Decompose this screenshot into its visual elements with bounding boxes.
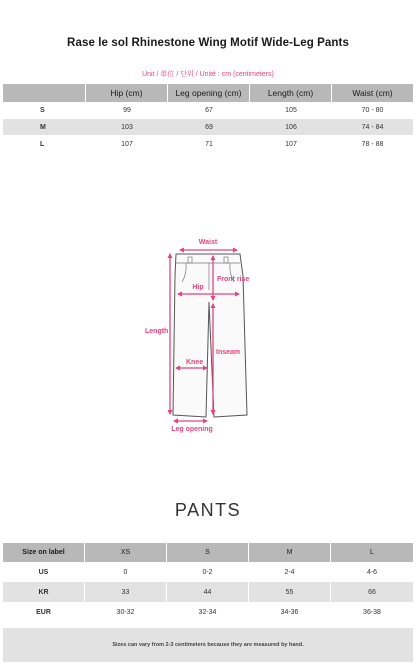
front-rise-label: Front rise <box>217 276 250 283</box>
table-cell: 67 <box>168 102 250 119</box>
table-cell: 70 - 80 <box>332 102 413 119</box>
table-cell: 103 <box>86 119 168 136</box>
conv-header-size-on-label: Size on label <box>3 543 85 562</box>
table-cell: 30-32 <box>85 602 167 622</box>
size-header-blank <box>3 84 86 102</box>
table-cell: 0-2 <box>167 562 249 582</box>
inseam-label: Inseam <box>216 349 241 356</box>
section-heading: PANTS <box>174 500 242 520</box>
table-row <box>3 602 413 622</box>
conv-header-m: M <box>249 543 331 562</box>
table-cell: 107 <box>86 136 168 153</box>
size-label: L <box>3 136 86 153</box>
leg-opening-label: Leg opening <box>171 426 213 433</box>
table-row <box>3 119 413 136</box>
conv-header-xs: XS <box>85 543 167 562</box>
footnote-text: Sizes can vary from 2-3 centimeters because they are measured by hand. <box>112 642 304 648</box>
size-conversion-table <box>3 543 413 622</box>
table-row <box>3 102 413 119</box>
table-row <box>3 562 413 582</box>
table-cell: 0 <box>85 562 167 582</box>
length-label: Length <box>145 328 169 335</box>
size-table-header <box>3 84 413 102</box>
conversion-table-header <box>3 543 413 562</box>
knee-label: Knee <box>186 359 204 366</box>
table-row <box>3 582 413 602</box>
table-cell: 4-6 <box>366 568 378 576</box>
table-cell: 34-36 <box>249 602 331 622</box>
table-cell: 36-38 <box>363 608 381 616</box>
table-cell: 105 <box>250 102 332 119</box>
region-label: EUR <box>3 602 85 622</box>
table-cell: 2-4 <box>249 562 331 582</box>
table-cell: 32-34 <box>167 602 249 622</box>
pants-measurement-diagram <box>140 230 280 440</box>
table-row <box>3 136 413 153</box>
conv-header-l: L <box>331 543 413 562</box>
table-cell: 74 - 84 <box>332 119 413 136</box>
table-cell: 66 <box>331 582 413 602</box>
size-label: S <box>3 102 86 119</box>
size-table <box>3 84 413 153</box>
table-cell: 69 <box>168 119 250 136</box>
table-cell: 99 <box>86 102 168 119</box>
table-cell: 44 <box>167 582 249 602</box>
table-cell: 33 <box>85 582 167 602</box>
hip-label: Hip <box>192 284 204 291</box>
table-cell: 55 <box>249 582 331 602</box>
table-cell: 107 <box>250 136 332 153</box>
size-header-length: Length (cm) <box>250 84 332 102</box>
size-header-waist: Waist (cm) <box>332 84 413 102</box>
page-title: Rase le sol Rhinestone Wing Motif Wide-Leg Pants <box>67 37 349 49</box>
size-header-hip: Hip (cm) <box>86 84 168 102</box>
size-header-leg-opening: Leg opening (cm) <box>168 84 250 102</box>
table-cell: 106 <box>250 119 332 136</box>
unit-note: Unit / 单位 / 단위 / Unité : cm (centimeters) <box>142 71 274 78</box>
region-label: KR <box>3 582 85 602</box>
conv-header-s: S <box>167 543 249 562</box>
size-label: M <box>3 119 86 136</box>
table-cell: 71 <box>168 136 250 153</box>
footnote-box <box>3 628 413 662</box>
table-cell: 78 - 88 <box>332 136 413 153</box>
region-label: US <box>3 562 85 582</box>
waist-label: Waist <box>198 239 218 246</box>
